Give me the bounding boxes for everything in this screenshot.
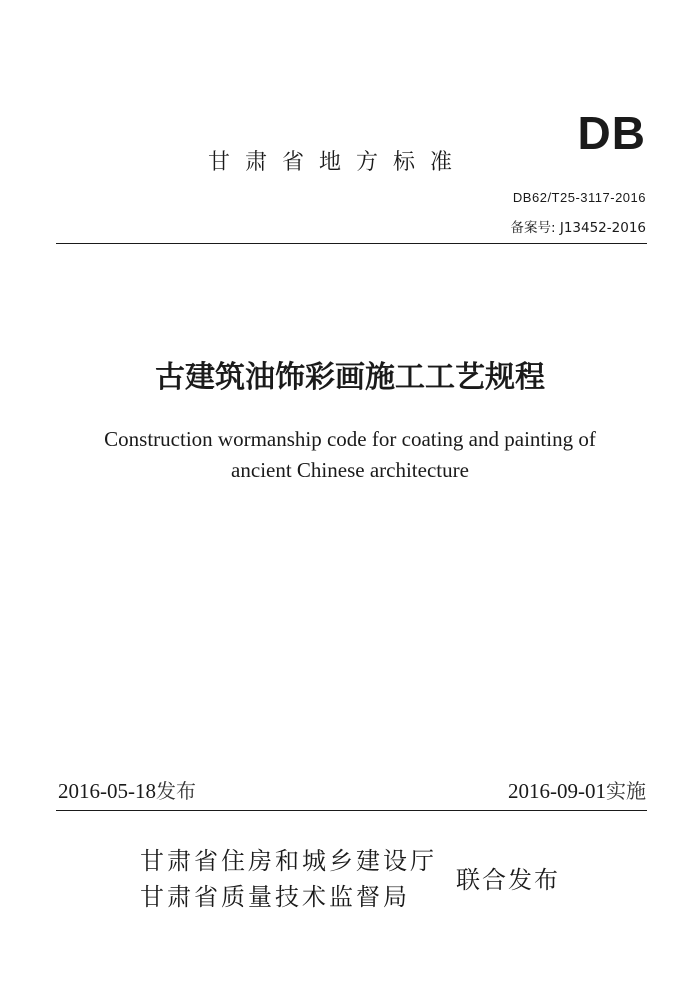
publisher-quality-bureau: 甘肃省质量技术监督局 bbox=[140, 883, 410, 911]
implement-label: 实施 bbox=[606, 779, 646, 803]
implement-date-line bbox=[508, 775, 646, 804]
implement-date: 2016-09-01 bbox=[508, 779, 606, 803]
standard-type: 甘肃省地方标准 bbox=[208, 150, 468, 175]
title-english-line-1: Construction wormanship code for coating and painting of bbox=[104, 427, 596, 451]
filing-number: 备案号: J13452-2016 bbox=[510, 220, 646, 236]
document-title-chinese: 古建筑油饰彩画施工工艺规程 bbox=[155, 360, 545, 395]
document-title-english bbox=[40, 424, 660, 486]
top-divider bbox=[56, 243, 647, 244]
standard-code: DB62/T25-3117-2016 bbox=[512, 190, 646, 205]
bottom-divider bbox=[56, 810, 647, 811]
issue-date-line bbox=[58, 775, 196, 804]
issue-date: 2016-05-18 bbox=[58, 779, 156, 803]
title-english-line-2: ancient Chinese architecture bbox=[231, 458, 469, 482]
issue-label: 发布 bbox=[156, 779, 196, 803]
db-mark: DB bbox=[577, 107, 646, 159]
joint-release-label: 联合发布 bbox=[456, 866, 560, 894]
publisher-housing-department: 甘肃省住房和城乡建设厅 bbox=[140, 847, 437, 875]
